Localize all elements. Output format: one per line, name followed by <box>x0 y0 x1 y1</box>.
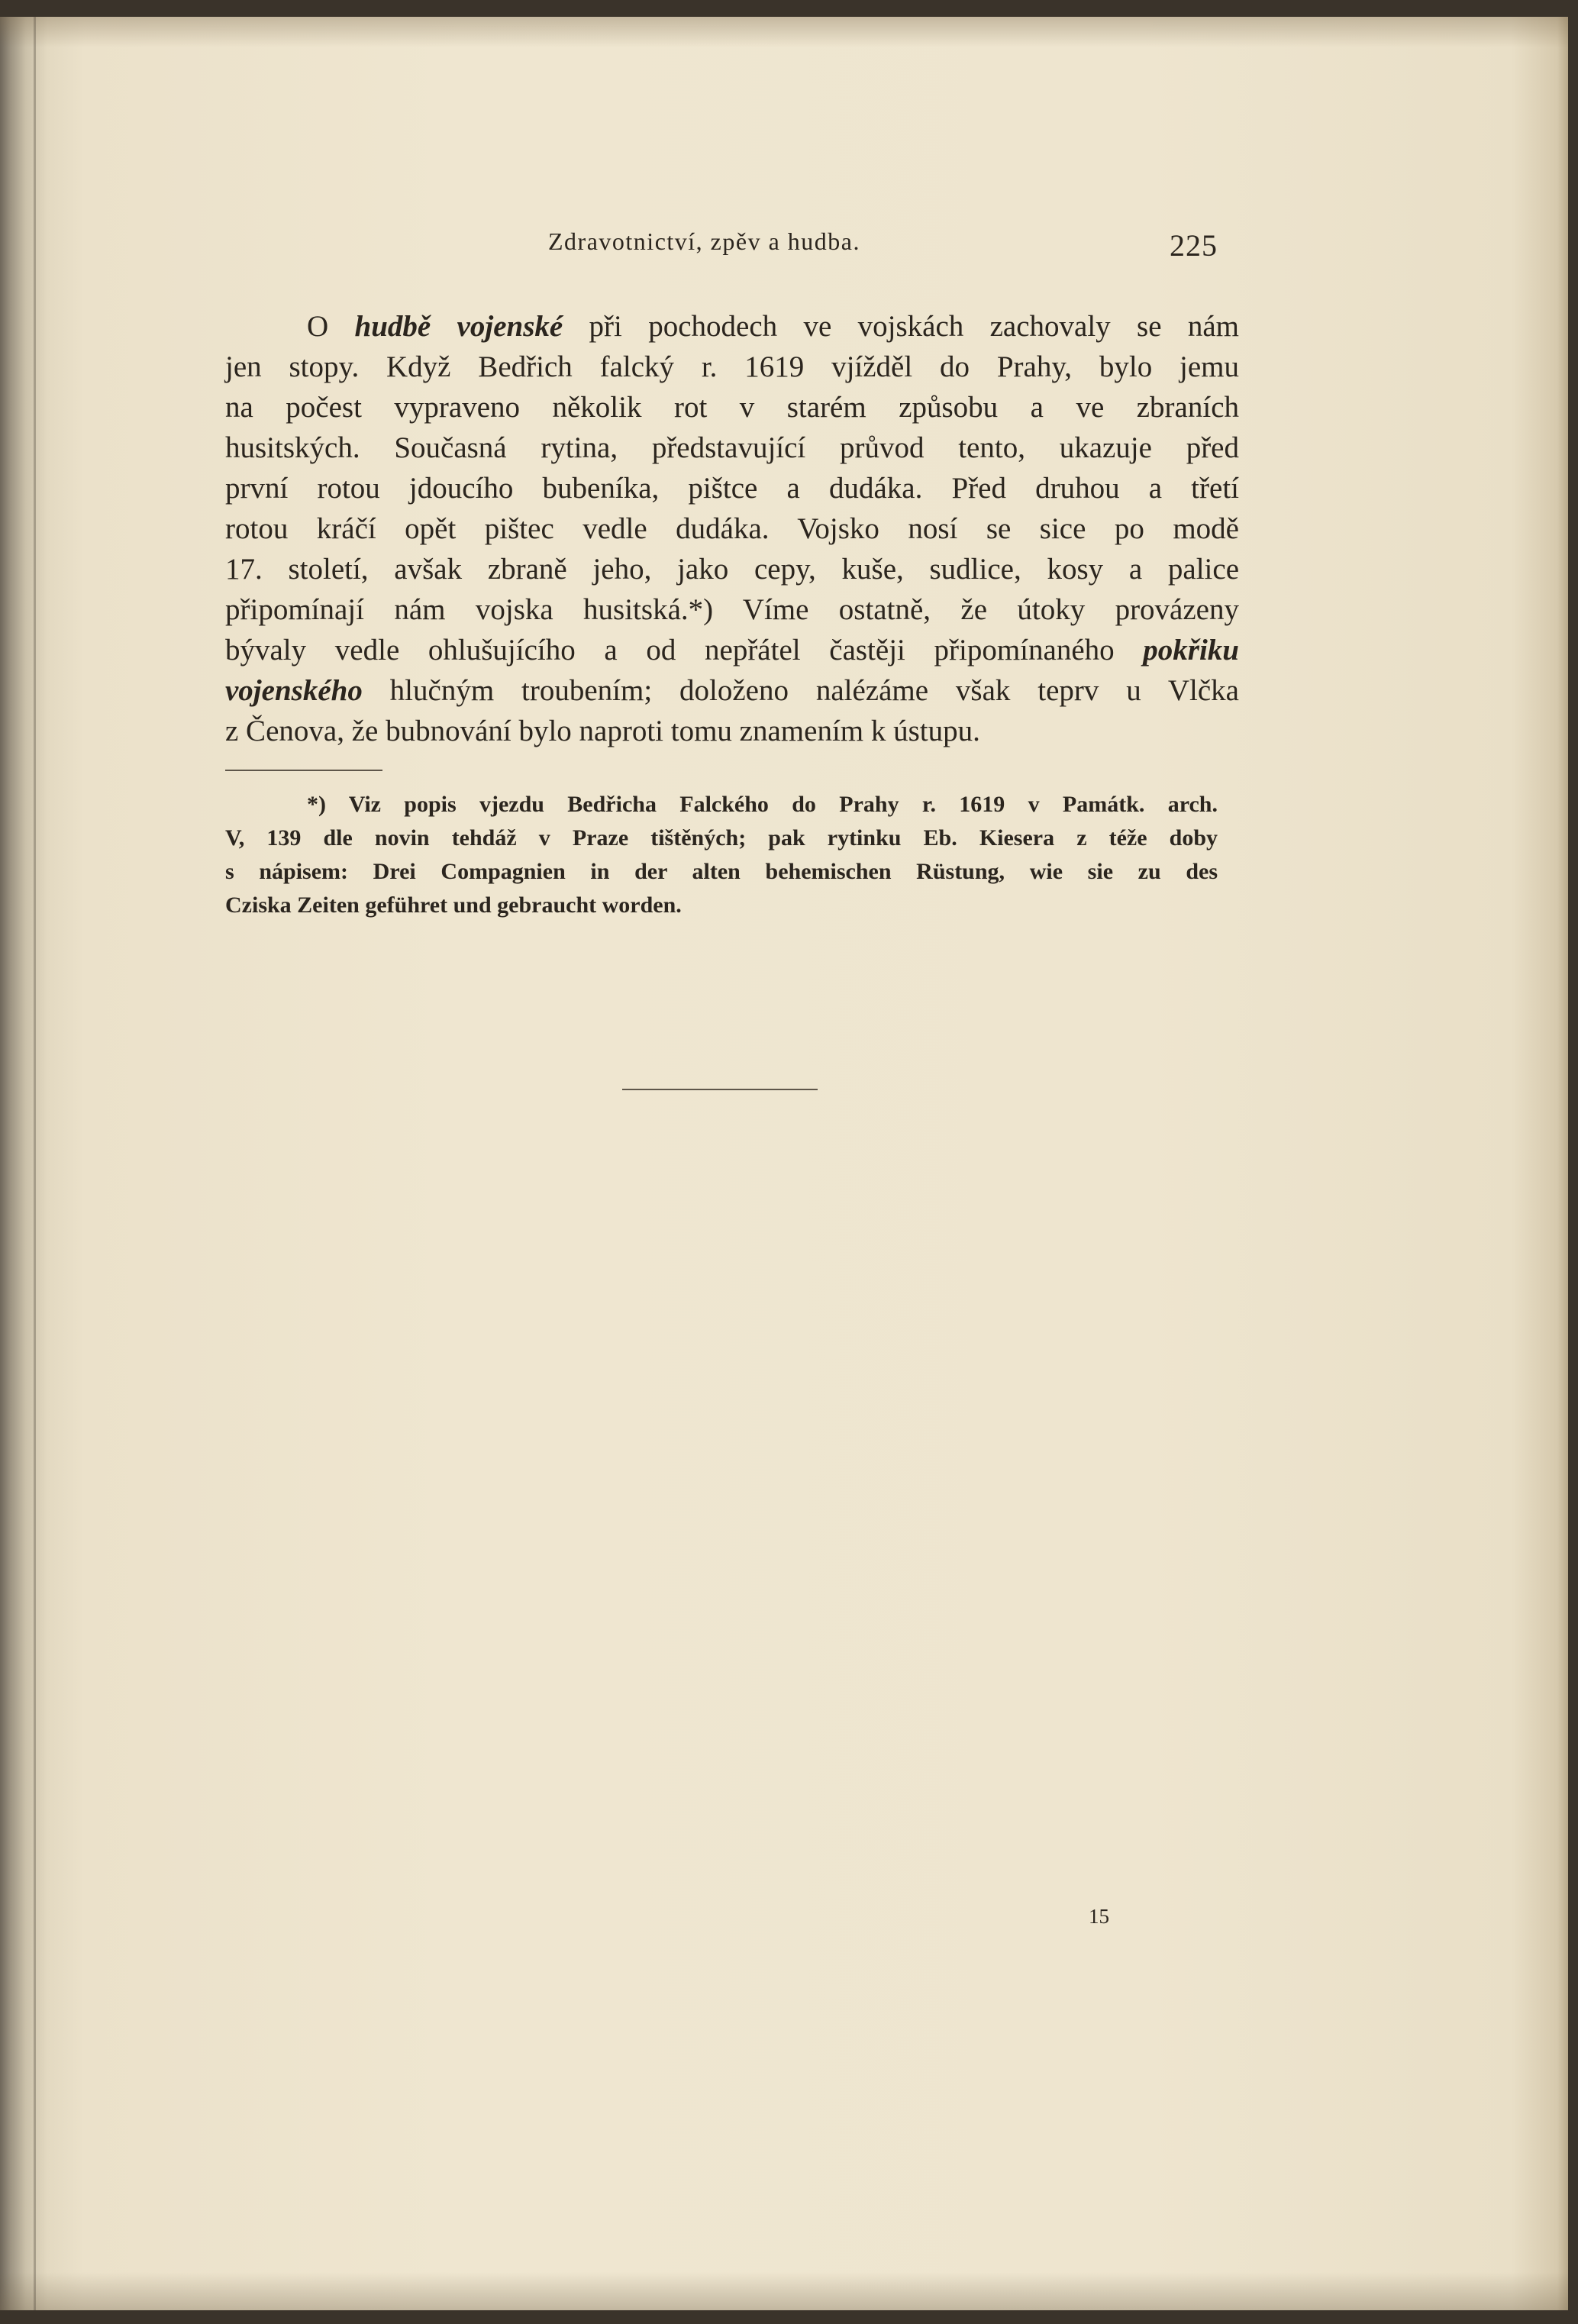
binding-gutter-line <box>34 17 36 2310</box>
text-run: V, 139 dle novin tehdáž v Praze tištěných; pak rytinku Eb. Kiesera z téže doby <box>225 825 1218 851</box>
footnote <box>225 788 1218 922</box>
section-end-rule <box>622 1089 818 1090</box>
text-run: při pochodech ve vojskách zachovaly se nám <box>563 310 1239 343</box>
page-top-shading <box>0 17 1568 47</box>
running-head-title: Zdravotnictví, zpěv a hudba. <box>548 228 860 255</box>
body-text-line <box>225 306 1239 347</box>
emphasized-text: pokřiku <box>1143 634 1239 667</box>
footnote-line <box>225 788 1218 821</box>
footnote-line <box>225 821 1218 855</box>
text-run: připomínají nám vojska husitská.*) Víme ostatně, že útoky provázeny <box>225 593 1239 626</box>
body-text-line <box>225 428 1239 468</box>
body-text-line <box>225 549 1239 589</box>
body-paragraph <box>225 306 1239 751</box>
text-run: jen stopy. Když Bedřich falcký r. 1619 vjížděl do Prahy, bylo jemu <box>225 350 1239 383</box>
emphasized-text: hudbě vojenské <box>354 310 563 343</box>
text-run: 17. století, avšak zbraně jeho, jako cepy, kuše, sudlice, kosy a palice <box>225 553 1239 586</box>
text-run: husitských. Současná rytina, představující průvod tento, ukazuje před <box>225 431 1239 464</box>
emphasized-text: vojenského <box>225 674 363 707</box>
text-run: z Čenova, že bubnování bylo naproti tomu znamením k ústupu. <box>225 715 980 747</box>
body-text-line <box>225 347 1239 387</box>
text-run: rotou kráčí opět pištec vedle dudáka. Vojsko nosí se sice po modě <box>225 512 1239 545</box>
text-run: bývaly vedle ohlušujícího a od nepřátel častěji připomínaného <box>225 634 1144 667</box>
footnote-line <box>225 889 1218 922</box>
body-text-line <box>225 670 1239 711</box>
body-text-line <box>225 711 1239 751</box>
book-page <box>0 17 1568 2310</box>
text-run: Cziska Zeiten geführet und gebraucht worden. <box>225 892 682 918</box>
body-text-line <box>225 468 1239 508</box>
body-text-line <box>225 630 1239 670</box>
text-run: *) Viz popis vjezdu Bedřicha Falckého do Prahy r. 1619 v Památk. arch. <box>307 792 1218 817</box>
text-run: s nápisem: Drei Compagnien in der alten behemischen Rüstung, wie sie zu des <box>225 859 1218 884</box>
text-run: na počest vypraveno několik rot v starém způsobu a ve zbraních <box>225 391 1239 424</box>
body-text-line <box>225 589 1239 630</box>
page-bottom-shading <box>0 2272 1568 2310</box>
text-run: první rotou jdoucího bubeníka, pištce a dudáka. Před druhou a třetí <box>225 472 1239 505</box>
body-text-line <box>225 508 1239 549</box>
footnote-line <box>225 855 1218 889</box>
body-text-line <box>225 387 1239 428</box>
page-number: 225 <box>1170 228 1218 263</box>
footnote-separator <box>225 770 382 771</box>
text-run: O <box>307 310 355 343</box>
text-run: hlučným troubením; doloženo nalézáme však teprv u Vlčka <box>362 674 1239 707</box>
printer-signature-mark: 15 <box>1089 1905 1109 1928</box>
